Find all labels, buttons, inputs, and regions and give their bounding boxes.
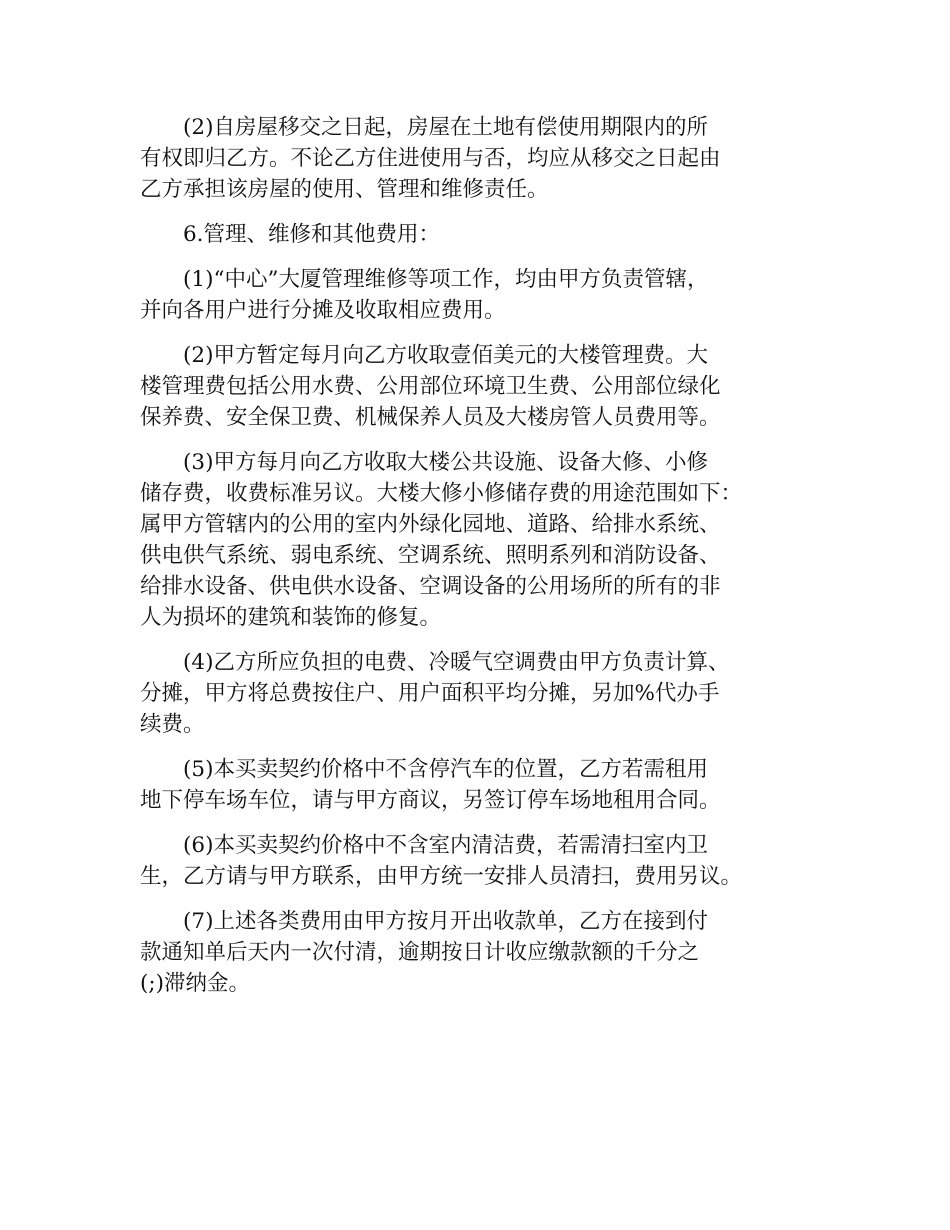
text-line: 续费。 [140,712,205,737]
text-line: (7)上述各类费用由甲方按月开出收款单，乙方在接到付 [183,909,708,934]
text-line: (2)甲方暂定每月向乙方收取壹佰美元的大楼管理费。大 [183,343,708,368]
text-line: 属甲方管辖内的公用的室内外绿化园地、道路、给排水系统、 [140,512,721,537]
paragraph-ownership-transfer [140,112,820,205]
text-line: (6)本买卖契约价格中不含室内清洁费，若需清扫室内卫 [183,833,708,858]
paragraph-cleaning [140,830,820,892]
text-line: 楼管理费包括公用水费、公用部位环境卫生费、公用部位绿化 [140,374,721,399]
paragraph-repair-reserve [140,447,820,633]
text-line: 并向各用户进行分摊及收取相应费用。 [140,298,506,323]
document-page [140,112,820,1013]
paragraph-management-duties [140,264,820,326]
text-line: 分摊，甲方将总费按住户、用户面积平均分摊，另加%代办手 [140,681,720,706]
text-line: (2)自房屋移交之日起，房屋在土地有偿使用期限内的所 [183,115,708,140]
text-line: 乙方承担该房屋的使用、管理和维修责任。 [140,177,549,202]
text-line: 储存费，收费标准另议。大楼大修小修储存费的用途范围如下： [140,481,743,506]
paragraph-utility-fees [140,647,820,740]
text-line: (1)“中心”大厦管理维修等项工作，均由甲方负责管辖， [183,267,709,292]
text-line: (3)甲方每月向乙方收取大楼公共设施、设备大修、小修 [183,450,708,475]
text-line: 人为损坏的建筑和装饰的修复。 [140,605,442,630]
text-line: (;)滞纳金。 [140,971,251,996]
text-line: 保养费、安全保卫费、机械保养人员及大楼房管人员费用等。 [140,405,721,430]
text-line: (5)本买卖契约价格中不含停汽车的位置，乙方若需租用 [183,757,708,782]
text-line: 生，乙方请与甲方联系，由甲方统一安排人员清扫，费用另议。 [140,864,743,889]
text-line: 地下停车场车位，请与甲方商议，另签订停车场地租用合同。 [140,788,721,813]
paragraph-parking [140,754,820,816]
section-heading-fees [140,219,820,250]
text-line: 给排水设备、供电供水设备、空调设备的公用场所的所有的非 [140,574,721,599]
text-line: (4)乙方所应负担的电费、冷暖气空调费由甲方负责计算、 [183,650,730,675]
text-line: 供电供气系统、弱电系统、空调系统、照明系列和消防设备、 [140,543,721,568]
text-line: 款通知单后天内一次付清，逾期按日计收应缴款额的千分之 [140,940,700,965]
text-line: 6.管理、维修和其他费用： [183,222,441,247]
paragraph-management-fee [140,340,820,433]
paragraph-payment-terms [140,906,820,999]
text-line: 有权即归乙方。不论乙方住进使用与否，均应从移交之日起由 [140,146,721,171]
